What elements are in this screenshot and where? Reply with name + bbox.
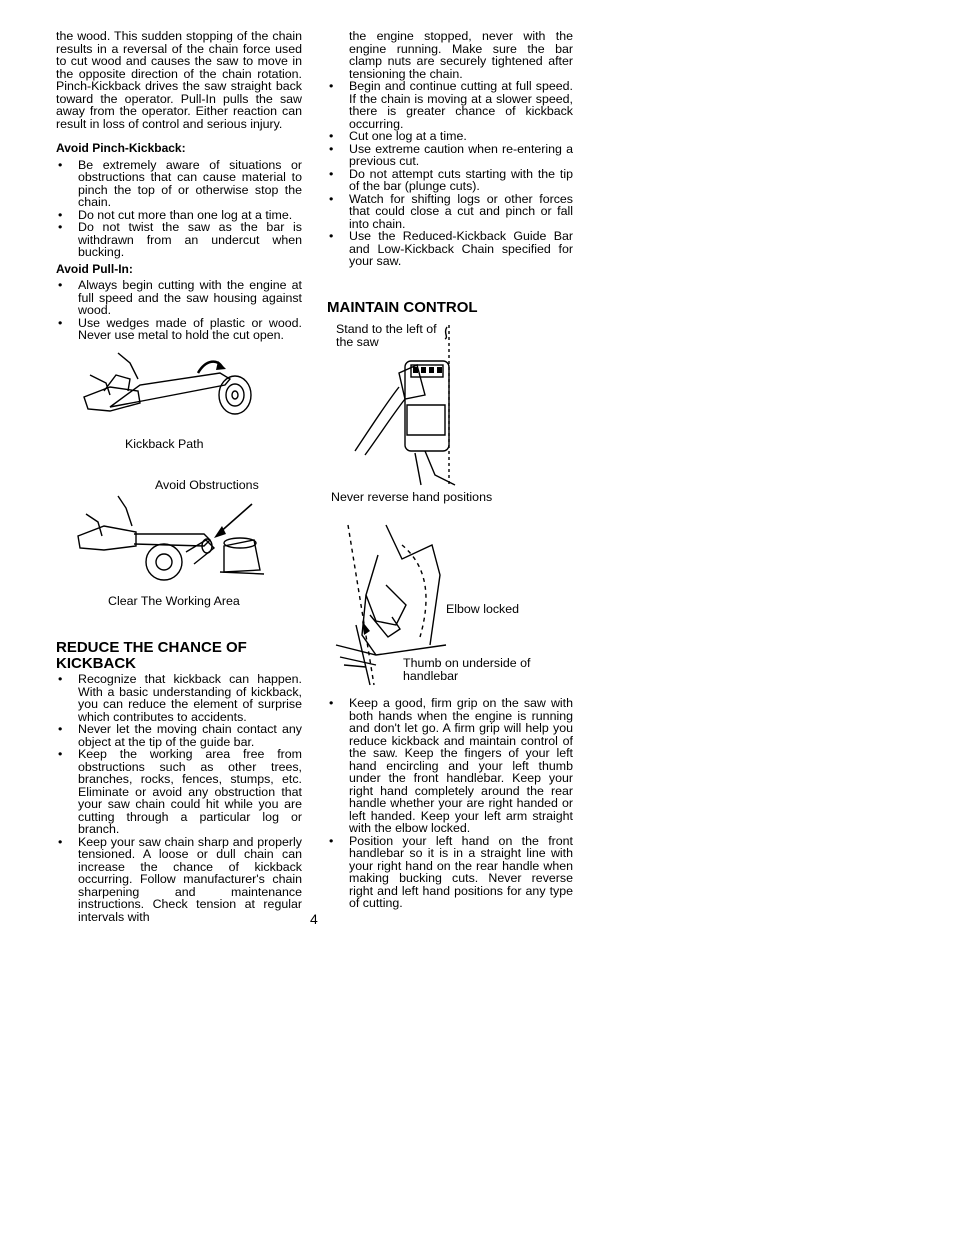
pull-in-list (56, 279, 302, 342)
control-section (327, 697, 573, 910)
control-list (327, 697, 573, 910)
list-item: • Keep the working area free from obstructions such as other trees, branches, rocks, fences, stumps, etc. Eliminate or avoid any obstruction that your saw chain could hit while you are cutting through a particular log or branch. (56, 748, 302, 836)
list-item: • Do not attempt cuts starting with the tip of the bar (plunge cuts). (327, 168, 573, 193)
list-item: • Do not twist the saw as the bar is withdrawn from an undercut when bucking. (56, 221, 302, 259)
kickback-path-caption: Kickback Path (125, 437, 204, 451)
list-item: • Never let the moving chain contact any object at the tip of the guide bar. (56, 723, 302, 748)
list-item: • Be extremely aware of situations or obstructions that can cause material to pinch the top of or otherwise stop the chain. (56, 159, 302, 209)
left-column (56, 30, 302, 342)
reduce-kickback-heading: REDUCE THE CHANCE OF KICKBACK (56, 639, 247, 672)
pull-in-heading: Avoid Pull-In: (56, 261, 133, 276)
never-reverse-caption: Never reverse hand positions (331, 490, 493, 504)
list-item: • Recognize that kickback can happen. With a basic understanding of kickback, you can reduce the element of surprise which contributes to accidents. (56, 673, 302, 723)
avoid-obstructions-label: Avoid Obstructions (155, 478, 259, 492)
pinch-kickback-list (56, 159, 302, 259)
stand-left-label: Stand to the left of the saw (336, 322, 437, 349)
elbow-locked-label: Elbow locked (446, 602, 520, 616)
list-item: • Use the Reduced-Kickback Guide Bar and Low-Kickback Chain specified for your saw. (327, 230, 573, 268)
maintain-control-heading: MAINTAIN CONTROL (327, 299, 478, 316)
pinch-kickback-heading: Avoid Pinch-Kickback: (56, 141, 186, 155)
list-item: • Keep a good, firm grip on the saw with both hands when the engine is running and don't let go. A firm grip will help you reduce kickback and maintain control of the saw. Keep the fingers of your left hand encircling and your left thumb under the front handlebar. Keep your right hand completely around the rear handle whether your are right handed or left handed. Keep your left arm straight with the elbow locked. (327, 697, 573, 835)
avoid-obstructions-illustration (74, 490, 264, 585)
list-item: • Use extreme caution when re-entering a previous cut. (327, 143, 573, 168)
right-column (327, 30, 573, 268)
reduce-kickback-section (56, 640, 302, 923)
list-item: • Cut one log at a time. (327, 130, 573, 143)
list-item: • Watch for shifting logs or other forces that could close a cut and pinch or fall into chain. (327, 193, 573, 231)
thumb-underside-label: Thumb on underside of handlebar (403, 656, 531, 683)
reduce-kickback-list (56, 673, 302, 923)
page-number: 4 (310, 911, 318, 927)
stand-left-illustration (355, 325, 470, 485)
clear-working-area-caption: Clear The Working Area (108, 594, 240, 608)
list-item: • Use wedges made of plastic or wood. Never use metal to hold the cut open. (56, 317, 302, 342)
list-item: • Do not cut more than one log at a time. (56, 209, 302, 222)
list-item: • Always begin cutting with the engine at full speed and the saw housing against wood. (56, 279, 302, 317)
kickback-path-illustration (80, 345, 260, 420)
maintain-control-heading-wrap (327, 300, 573, 316)
continued-paragraph: the engine stopped, never with the engine running. Make sure the bar clamp nuts are securely tightened after tensioning the chain. (349, 29, 573, 81)
list-item: • Keep your saw chain sharp and properly tensioned. A loose or dull chain can increase the chance of kickback occurring. Follow manufacturer's chain sharpening and maintenance instructions. Check tension at regular intervals with (56, 836, 302, 924)
list-item: • Begin and continue cutting at full speed. If the chain is moving at a slower speed, there is greater chance of kickback occurring. (327, 80, 573, 130)
list-item: • Position your left hand on the front handlebar so it is in a straight line with your right hand on the rear handle when making bucking cuts. Never reverse right and left hand positions for any type of cutting. (327, 835, 573, 910)
cutting-safety-list (327, 80, 573, 268)
intro-paragraph: the wood. This sudden stopping of the chain results in a reversal of the chain force used to cut wood and causes the saw to move in the opposite direction of the chain rotation. Pinch-Kickback drives the saw straight back toward the operator. Pull-In pulls the saw away from the operator. Either reaction can result in loss of control and serious injury. (56, 29, 302, 131)
